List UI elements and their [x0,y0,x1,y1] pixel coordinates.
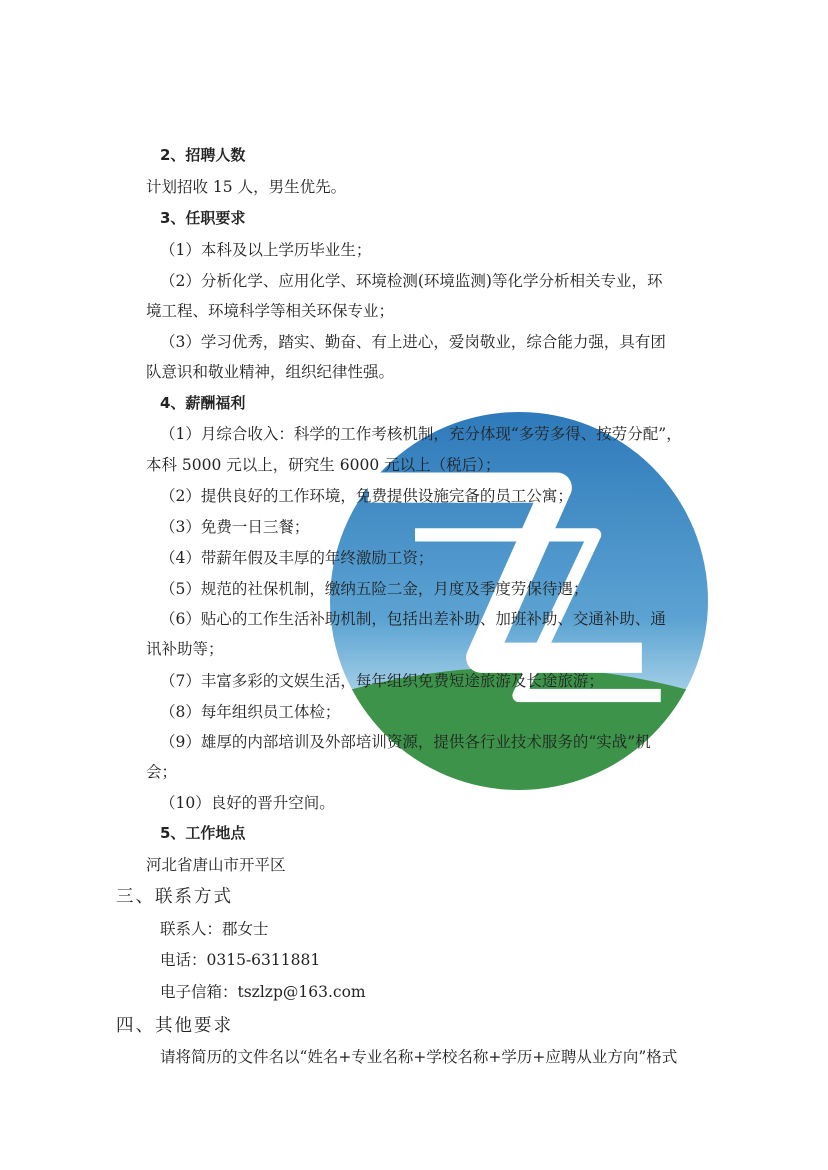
benefit-item: （9）雄厚的内部培训及外部培训资源，提供各行业技术服务的“实战”机 [160,733,651,751]
requirement-item: 队意识和敬业精神，组织纪律性强。 [146,363,395,381]
benefit-item: （7）丰富多彩的文娱生活，每年组织免费短途旅游及长途旅游； [160,672,604,690]
benefit-item: 会； [146,763,178,781]
benefit-item: （3）免费一日三餐； [160,518,310,536]
requirement-item: （3）学习优秀，踏实、勤奋、有上进心，爱岗敬业，综合能力强，具有团 [160,333,666,351]
benefit-item: （2）提供良好的工作环境，免费提供设施完备的员工公寓； [160,487,573,505]
section-heading-requirements: 3、任职要求 [160,209,246,227]
requirement-item: （1）本科及以上学历毕业生； [160,241,372,259]
section-heading-recruit-count: 2、招聘人数 [160,146,246,164]
recruit-count-text: 计划招收 15 人，男生优先。 [146,178,347,196]
benefit-item: （4）带薪年假及丰厚的年终激励工资； [160,549,434,567]
benefit-item: 讯补助等； [146,640,224,658]
benefit-item: （10）良好的晋升空间。 [160,794,335,812]
section-heading-location: 5、工作地点 [160,824,246,842]
benefit-item: （6）贴心的工作生活补助机制，包括出差补助、加班补助、交通补助、通 [160,610,666,628]
location-text: 河北省唐山市开平区 [146,856,286,874]
benefit-item: （1）月综合收入：科学的工作考核机制，充分体现“多劳多得、按劳分配”， [160,425,682,443]
other-requirements-text: 请将简历的文件名以“姓名+专业名称+学校名称+学历+应聘从业方向”格式 [160,1048,678,1066]
contact-person: 联系人：郡女士 [160,920,269,938]
benefit-item: （8）每年组织员工体检； [160,703,341,721]
benefit-item: （5）规范的社保机制，缴纳五险二金，月度及季度劳保待遇； [160,580,589,598]
contact-email: 电子信箱：tszlzp@163.com [160,983,366,1001]
section-heading-other: 四、其他要求 [116,1016,233,1036]
benefit-item: 本科 5000 元以上，研究生 6000 元以上（税后）； [146,456,501,474]
section-heading-contact: 三、联系方式 [116,887,233,907]
section-heading-benefits: 4、薪酬福利 [160,394,246,412]
contact-phone: 电话：0315-6311881 [160,951,321,969]
requirement-item: （2）分析化学、应用化学、环境检测(环境监测)等化学分析相关专业，环 [160,272,663,290]
requirement-item: 境工程、环境科学等相关环保专业； [146,302,395,320]
